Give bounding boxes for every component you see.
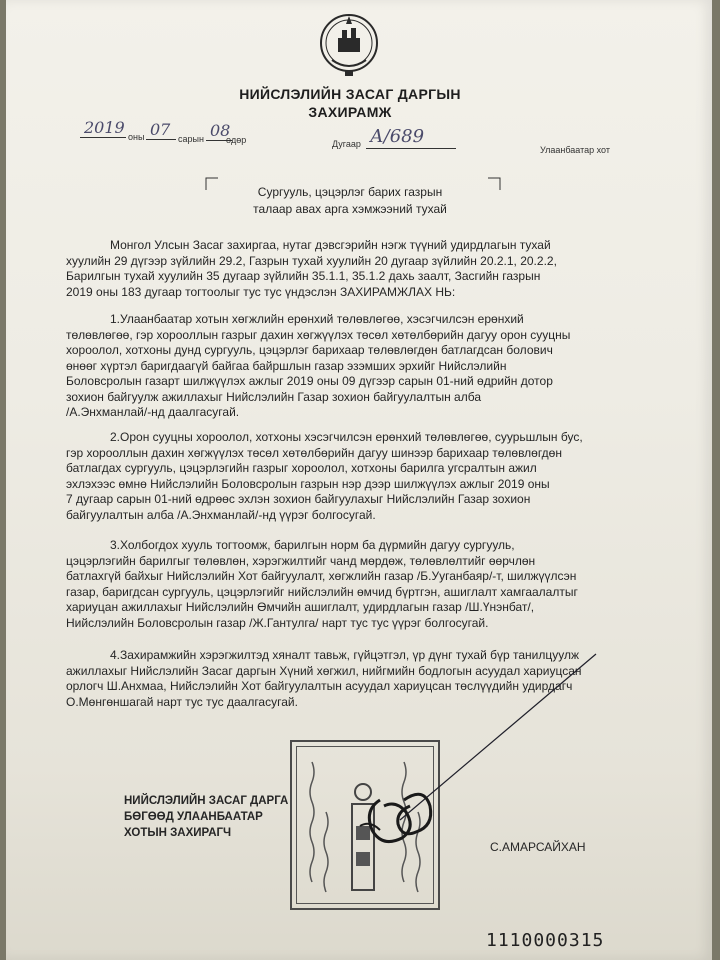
- intro-line: Монгол Улсын Засаг захиргаа, нутаг дэвсгэрийн нэгж түүний удирдлагын тухай: [110, 238, 551, 252]
- intro-line: хуулийн 29 дүгээр зүйлийн 29.2, Газрын тухай хуулийн 20 дугаар зүйлийн 20.2.1, 20.2.2,: [66, 253, 557, 268]
- number-label: Дугаар: [332, 139, 361, 149]
- signatory-title-line3: ХОТЫН ЗАХИРАГЧ: [124, 827, 232, 839]
- intro-paragraph: [66, 238, 632, 300]
- intro-line: 2019 оны 183 дугаар тогтоолыг тус тус үндэслэн ЗАХИРАМЖЛАХ НЬ:: [66, 284, 456, 299]
- p1-line: Боловсролын газарт шилжүүлэх ажлыг 2019 оны 09 дүгээр сарын 01-ний өдрийн дотор: [66, 374, 553, 388]
- p2-line: 7 дугаар сарын 01-ний өдрөөс эхлэн зохион байгуулахыг Нийслэлийн Газар зохион: [66, 492, 531, 506]
- p2-line: 2.Орон сууцны хороолол, хотхоны хэсэгчилсэн ерөнхий төлөвлөгөө, суурьшлын бус,: [110, 430, 583, 444]
- subject-line2: талаар авах арга хэмжээний тухай: [253, 202, 447, 216]
- p3-line: батлахгүй байхыг Нийслэлийн Хот байгуулалт, хөгжлийн газар /Б.Ууганбаяр/-т, шилжүүлсэн: [66, 569, 577, 583]
- p1-line: төлөвлөгөө, гэр хорооллын газрыг дахин хөгжүүлэх төсөл хөтөлбөрийн дагуу орон сууцны: [66, 327, 571, 342]
- signatory-title: [124, 793, 288, 841]
- p2-line: гэр хорооллын дахин хөгжүүлэх төсөл хөтөлбөрийн дагуу шинээр барихаар төлөвлөгдөн: [66, 445, 562, 460]
- document-number: А/689: [370, 126, 425, 147]
- subject-line1: Сургууль, цэцэрлэг барих газрын: [257, 185, 443, 199]
- p3-line: 3.Холбогдох хууль тогтоомж, барилгын норм ба дүрмийн дагуу сургууль,: [110, 538, 515, 552]
- p3-line: газар, баригдсан сургууль, цэцэрлэгийг нийслэлийн өмчид бүртгэн, ашиглалт хамгаалалтыг: [66, 584, 578, 599]
- paragraph-2: [66, 430, 632, 523]
- p4-line: 4.Захирамжийн хэрэгжилтэд хяналт тавьж, гүйцэтгэл, үр дүнг тухай бүр танилцуулж: [110, 648, 579, 662]
- day-label: өдөр: [226, 135, 247, 145]
- date-month: 07: [150, 120, 171, 139]
- p4-line: орлогч Ш.Анхмаа, Нийслэлийн Хот байгуулалтын асуудал хариуцсан төслүүдийн удирдагч: [66, 679, 573, 693]
- paragraph-1: [66, 312, 632, 421]
- p1-line: 1.Улаанбаатар хотын хөгжлийн ерөнхий төлөвлөгөө, хэсэгчилсэн ерөнхий: [110, 312, 524, 326]
- intro-line: Барилгын тухай хуулийн 35 дугаар зүйлийн 35.1.1, 35.1.2 дахь заалт, Засгийн газрын: [66, 269, 541, 283]
- place-label: Улаанбаатар хот: [540, 145, 610, 155]
- p3-line: хариуцан ажиллахыг Нийслэлийн Өмчийн ашиглалт, удирдлагын газар /Ш.Үнэнбат/,: [66, 600, 535, 614]
- p2-line: байгуулалтын алба /А.Энхманлай/-нд үүрэг болгосугай.: [66, 507, 376, 522]
- month-label: сарын: [178, 134, 204, 144]
- date-year-line: [80, 137, 126, 138]
- signatory-title-line1: НИЙСЛЭЛИЙН ЗАСАГ ДАРГА: [124, 795, 289, 807]
- p3-line: Нийслэлийн Боловсролын газар /Ж.Гантулга/ нарт тус тус үүрэг болгосугай.: [66, 615, 489, 630]
- p2-line: батлагдах сургууль, цэцэрлэгийн газрыг хороолол, хотхоны барилга угсралтын ажил: [66, 461, 537, 475]
- org-title-line1: НИЙСЛЭЛИЙН ЗАСАГ ДАРГЫН: [239, 86, 461, 102]
- date-month-line: [146, 139, 176, 140]
- date-day: 08: [210, 121, 231, 140]
- p1-line: өнөөг хүртэл баригдаагүй байгаа байршлын газар эзэмших эрхийг Нийслэлийн: [66, 358, 507, 373]
- p3-line: цэцэрлэгийн барилгыг төлөвлөн, хэрэгжилтийг чанд мөрдөж, төлөвлөлтийг өөрчлөн: [66, 553, 536, 568]
- document-serial-number: 1110000315: [486, 930, 605, 951]
- date-year: 2019: [84, 118, 125, 137]
- signatory-name: С.АМАРСАЙХАН: [490, 840, 586, 854]
- year-label: оны: [128, 132, 145, 142]
- number-line: [366, 148, 456, 149]
- p1-line: /А.Энхманлай/-нд даалгасугай.: [66, 405, 240, 419]
- p1-line: хороолол, хотхоны дунд сургууль, цэцэрлэг барихаар төлөвлөгдөн батлагдсан болович: [66, 343, 553, 357]
- p4-line: О.Мөнгөншагай нарт тус тус даалгасугай.: [66, 694, 298, 709]
- p2-line: эхлэхээс өмнө Нийслэлийн Боловсролын газрын нэр дээр шилжүүлэх ажлыг 2019 оны: [66, 476, 550, 491]
- paragraph-4: [66, 648, 632, 710]
- p4-line: ажиллахыг Нийслэлийн Засаг даргын Хүний хөгжил, нийгмийн бодлогын асуудал хариуцсан: [66, 663, 582, 678]
- official-seal-stamp: [290, 740, 440, 910]
- state-emblem-icon: [318, 10, 380, 80]
- paragraph-3: [66, 538, 632, 631]
- org-title-line2: ЗАХИРАМЖ: [308, 104, 392, 120]
- p1-line: зохион байгуулж ажиллахыг Нийслэлийн Газар зохион байгуулалтын алба: [66, 389, 482, 404]
- signatory-title-line2: БӨГӨӨД УЛААНБААТАР: [124, 811, 263, 823]
